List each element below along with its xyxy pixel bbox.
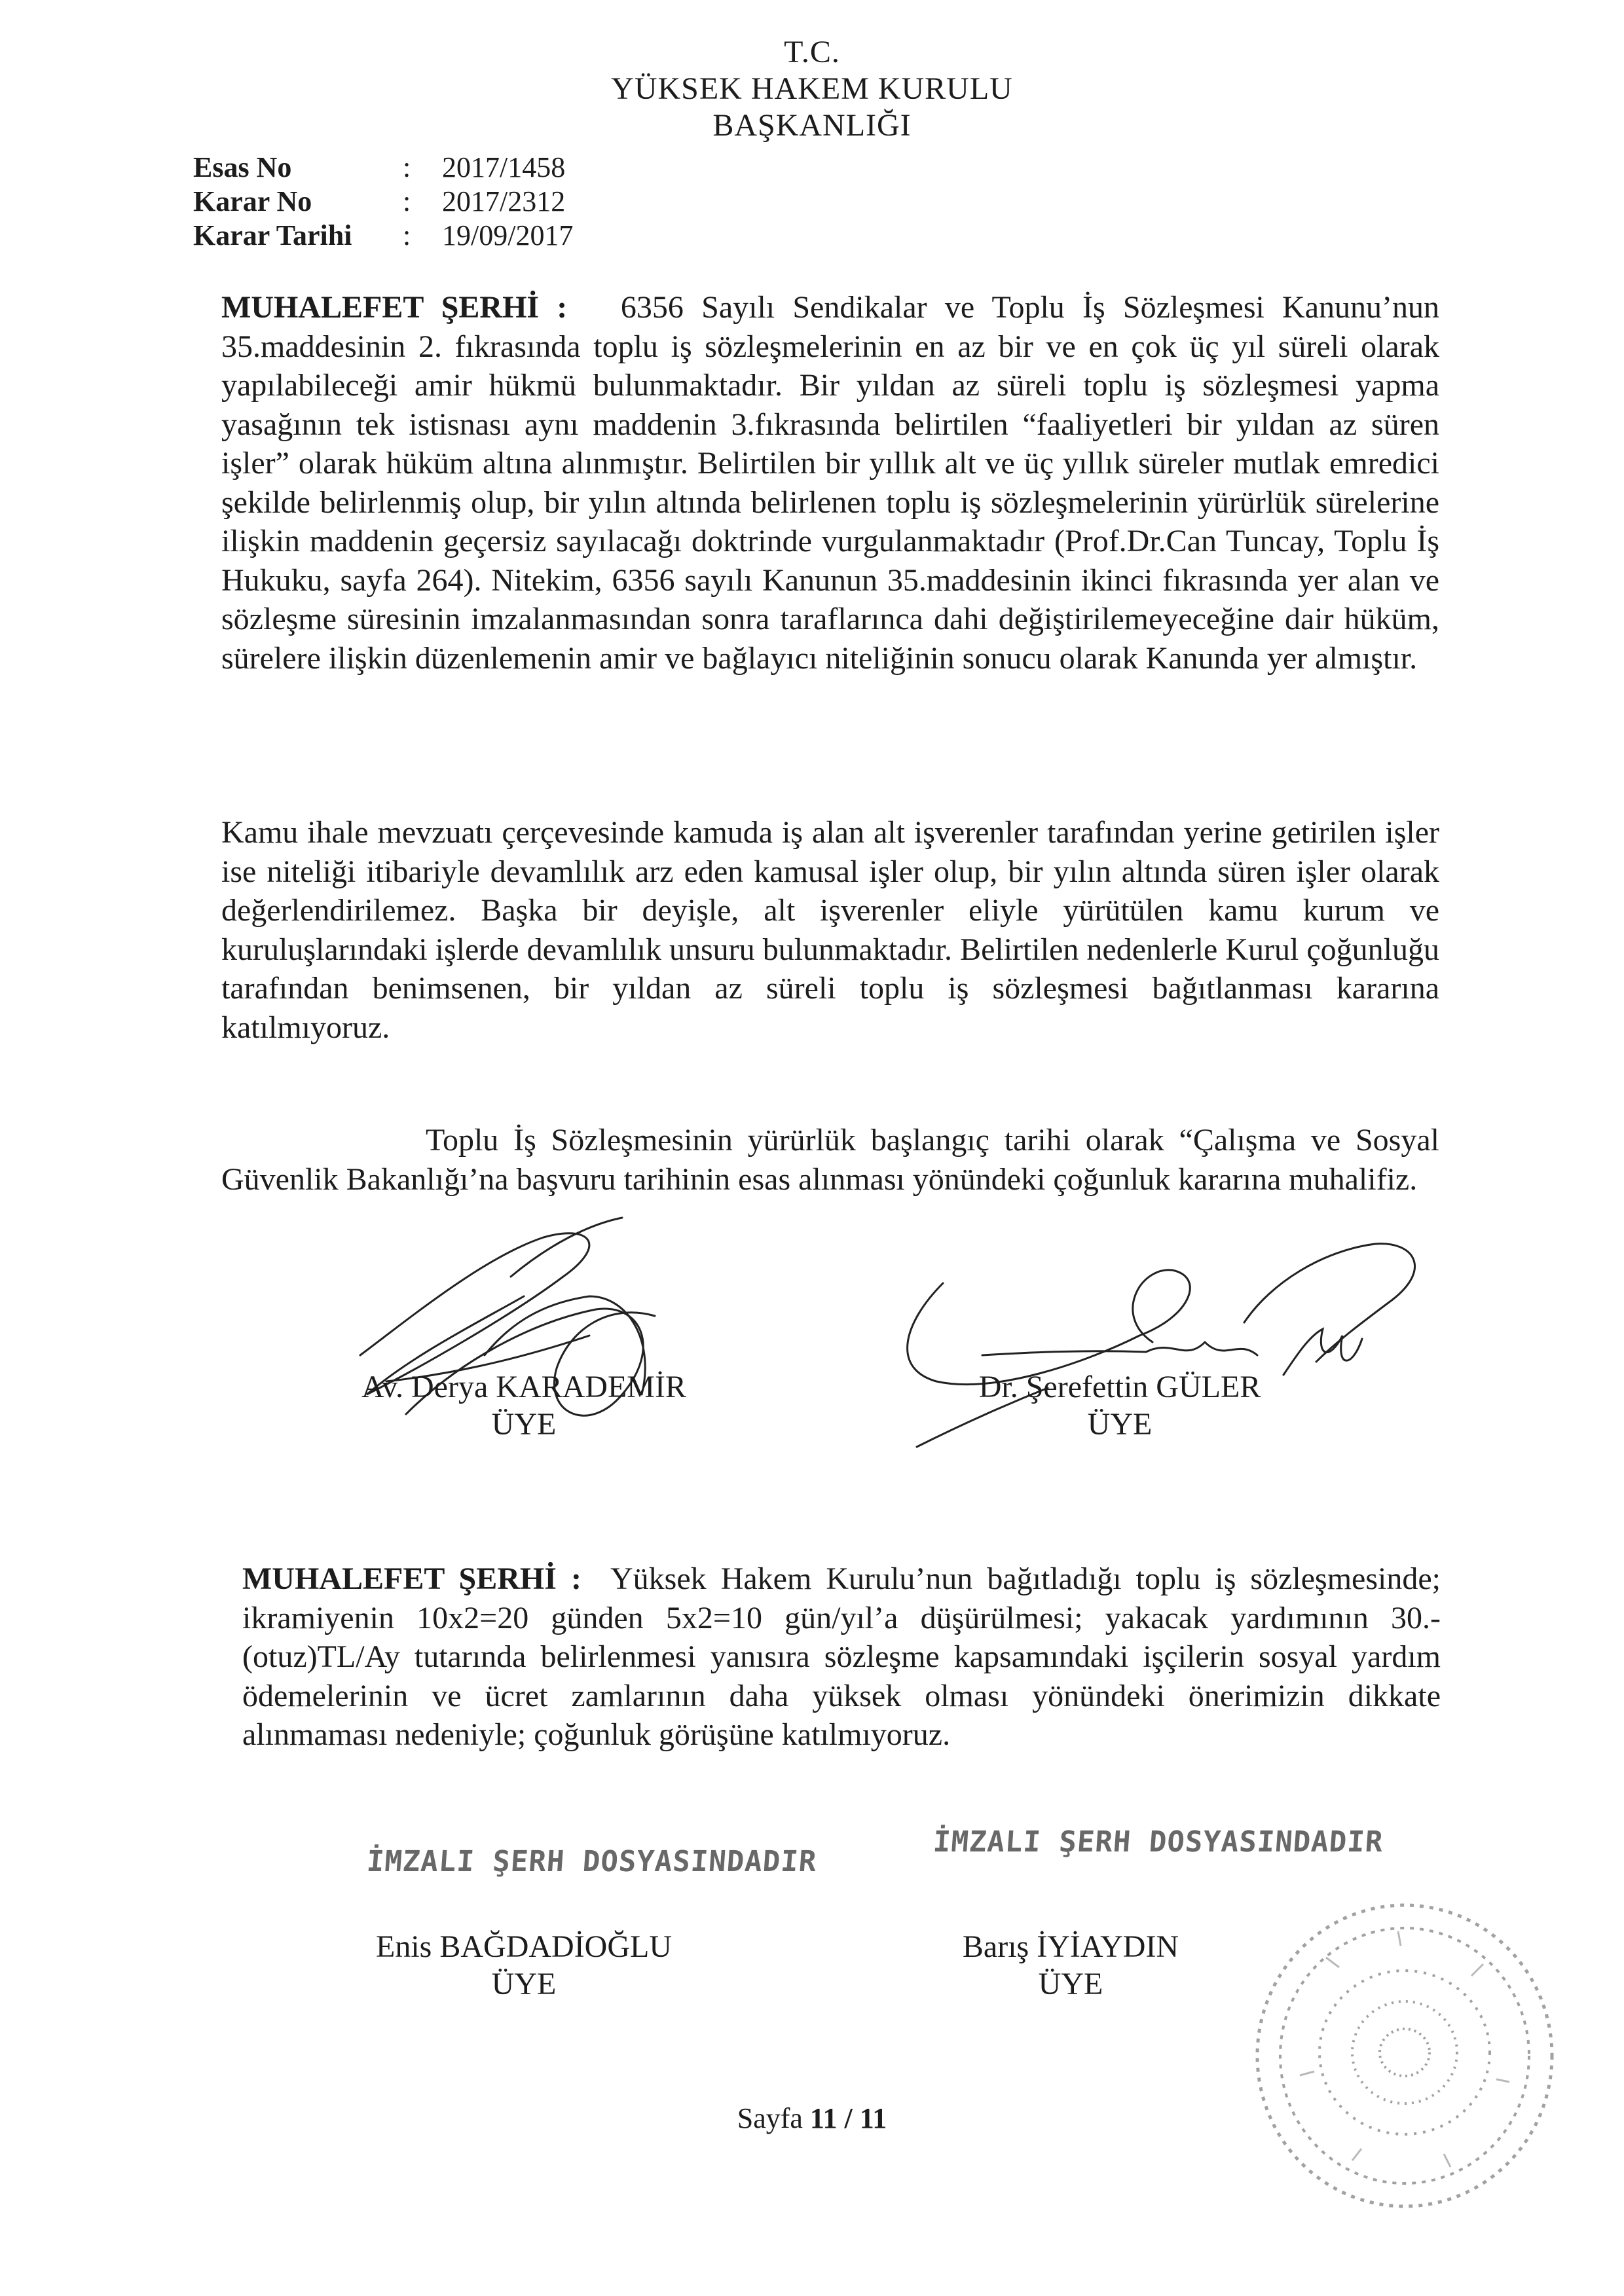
signature-block-iyiaydin: [874, 1928, 1267, 2003]
signatory-role: ÜYE: [491, 1407, 557, 1442]
meta-value: 19/09/2017: [442, 219, 574, 251]
dissent-text: 6356 Sayılı Sendikalar ve Toplu İş Sözleşmesi Kanunu’nun 35.maddesinin 2. fıkrasında toplu iş sözleşmelerinin en az bir ve en çok üç yıl süreli olarak yapılabileceği amir hükmü bulunmaktadır. Bir yıldan az süreli toplu iş sözleşmesi yapma yasağının tek istisnası aynı maddenin 3.fıkrasında belirtilen “faaliyetleri bir yıldan az süren işler” olarak hüküm altına alınmıştır. Belirtilen bir yıllık alt ve üç yıllık süreler mutlak emredici şekilde belirlenmiş olup, bir yılın altında belirlenen toplu iş sözleşmelerinin yürürlük sürelerine ilişkin maddenin geçersiz sayılacağı doktrinde vurgulanmaktadır (Prof.Dr.Can Tuncay, Toplu İş Hukuku, sayfa 264). Nitekim, 6356 sayılı Kanunun 35.maddesinin ikinci fıkrasında yer alan ve sözleşme süresinin imzalanmasından sonra taraflarınca dahi değiştirilemeyeceğine dair hüküm, sürelere ilişkin düzenlemenin amir ve bağlayıcı niteliğinin sonucu olarak Kanunda yer almıştır.: [221, 290, 1440, 676]
dissent-title: MUHALEFET ŞERHİ :: [242, 1561, 581, 1596]
signatory-role: ÜYE: [1038, 1967, 1103, 2001]
dissent-text: Yüksek Hakem Kurulu’nun bağıtladığı toplu iş sözleşmesinde; ikramiyenin 10x2=20 günden 5x2=10 gün/yıl’a düşürülmesi; yakacak yardımının 30.-(otuz)TL/Ay tutarında belirlenmesi yanısıra sözleşme kapsamındaki işçilerin sosyal yardım ödemelerinin ve ücret zamlarının daha yüksek olması yönündeki önerimizin dikkate alınmaması nedeniyle; çoğunluk görüşüne katılmıyoruz.: [242, 1561, 1441, 1752]
signatory-name: Dr. Şerefettin GÜLER: [978, 1370, 1261, 1404]
meta-label: Esas No: [193, 151, 292, 183]
dissent-paragraph-3: Toplu İş Sözleşmesinin yürürlük başlangıç tarihi olarak “Çalışma ve Sosyal Güvenlik Bakanlığı’na başvuru tarihinin esas alınması yönündeki çoğunluk kararına muhalifiz.: [221, 1123, 1439, 1197]
dissent-paragraph-2: Kamu ihale mevzuatı çerçevesinde kamuda iş alan alt işverenler tarafından yerine getirilen işler ise niteliği itibariyle devamlılık arz eden kamusal işler olup, bir yılın altında süren işler olarak değerlendirilemez. Başka bir deyişle, alt işverenler eliyle yürütülen kamu kurum ve kuruluşlarındaki işlerde devamlılık unsuru bulunmaktadır. Belirtilen nedenlerle Kurul çoğunluğu tarafından benimsenen, bir yıldan az süreli toplu iş sözleşmesi bağıtlanması kararına katılmıyoruz.: [221, 815, 1439, 1045]
signature-block-bagdadioglu: [327, 1928, 720, 2003]
signatory-name: Enis BAĞDADİOĞLU: [376, 1929, 672, 1964]
meta-esas-no: [193, 151, 565, 185]
dissent-title: MUHALEFET ŞERHİ :: [221, 290, 568, 325]
meta-value: 2017/2312: [442, 185, 566, 217]
signatory-name: Barış İYİAYDIN: [962, 1929, 1179, 1964]
seal-icon: [1234, 1886, 1575, 2226]
page-footer: [0, 2102, 1624, 2135]
meta-separator: :: [403, 185, 411, 217]
signed-dissent-stamp: İMZALI ŞERH DOSYASINDADIR: [932, 1825, 1385, 1859]
meta-separator: :: [403, 219, 411, 251]
signature-block-guler: [923, 1368, 1316, 1443]
meta-separator: :: [403, 151, 411, 183]
dissent-paragraph-1: [221, 288, 1439, 678]
signed-dissent-stamp: İMZALI ŞERH DOSYASINDADIR: [365, 1845, 819, 1878]
header-institution: YÜKSEK HAKEM KURULU: [611, 71, 1013, 106]
header-presidency: BAŞKANLIĞI: [712, 108, 912, 143]
page-number: 11 / 11: [809, 2102, 887, 2134]
dissent-paragraph-4: [242, 1559, 1441, 1755]
meta-label: Karar No: [193, 185, 312, 217]
signature-block-karademir: [327, 1368, 720, 1443]
signatory-role: ÜYE: [1087, 1407, 1153, 1442]
meta-label: Karar Tarihi: [193, 219, 352, 251]
meta-value: 2017/1458: [442, 151, 566, 183]
meta-karar-no: [193, 185, 565, 219]
header-tc: T.C.: [784, 35, 840, 69]
meta-karar-tarihi: [193, 219, 573, 253]
signatory-role: ÜYE: [491, 1967, 557, 2001]
page-label: Sayfa: [737, 2102, 810, 2134]
signatory-name: Av. Derya KARADEMİR: [361, 1370, 686, 1404]
